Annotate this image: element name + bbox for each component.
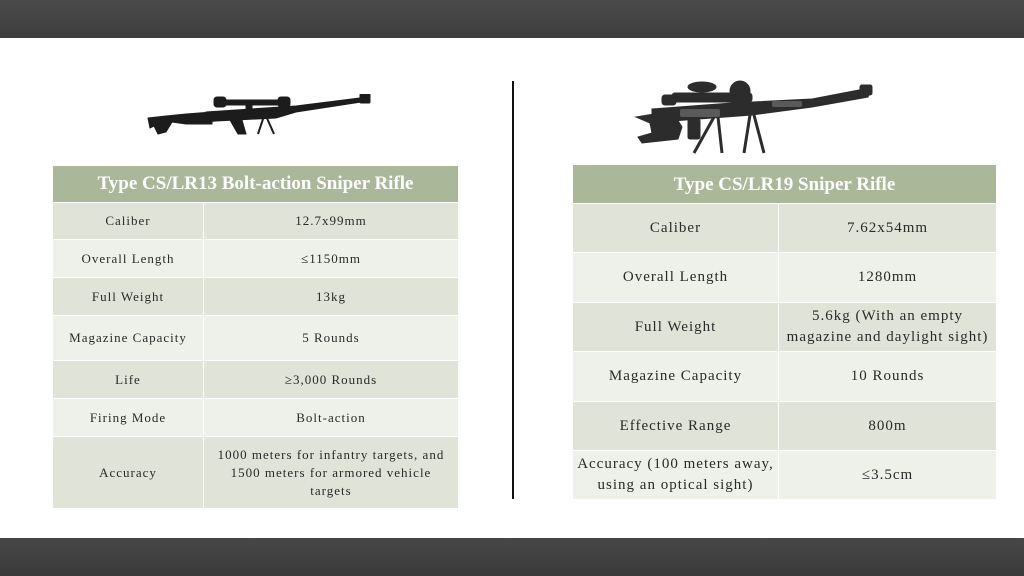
spec-label: Overall Length	[573, 253, 779, 303]
cs-lr13-rifle-image	[146, 94, 374, 140]
spec-label: Magazine Capacity	[53, 316, 204, 361]
spec-value: ≤1150mm	[204, 240, 459, 278]
spec-value: 1280mm	[779, 253, 997, 303]
table-title: Type CS/LR13 Bolt-action Sniper Rifle	[53, 166, 459, 203]
table-row	[53, 437, 459, 509]
spec-label: Magazine Capacity	[573, 352, 779, 402]
spec-label: Caliber	[573, 204, 779, 253]
spec-label: Overall Length	[53, 240, 204, 278]
spec-value: 5 Rounds	[204, 316, 459, 361]
spec-label: Full Weight	[573, 303, 779, 352]
cs-lr19-spec-table	[572, 164, 997, 500]
table-row	[573, 402, 997, 451]
table-row	[53, 203, 459, 240]
spec-value: Bolt-action	[204, 399, 459, 437]
table-row	[573, 253, 997, 303]
table-row	[573, 303, 997, 352]
cs-lr13-spec-table	[52, 165, 459, 509]
spec-label: Life	[53, 361, 204, 399]
spec-value: 800m	[779, 402, 997, 451]
spec-label: Accuracy	[53, 437, 204, 509]
bottom-banner	[0, 538, 1024, 576]
table-row	[53, 316, 459, 361]
table-row	[53, 361, 459, 399]
spec-value: 13kg	[204, 278, 459, 316]
spec-label: Caliber	[53, 203, 204, 240]
spec-value: 7.62x54mm	[779, 204, 997, 253]
spec-value: 10 Rounds	[779, 352, 997, 402]
table-title: Type CS/LR19 Sniper Rifle	[573, 165, 997, 204]
spec-label: Firing Mode	[53, 399, 204, 437]
spec-value: 5.6kg (With an empty magazine and daylight sight)	[779, 303, 997, 352]
table-row	[573, 352, 997, 402]
table-row	[573, 204, 997, 253]
spec-value: ≤3.5cm	[779, 451, 997, 500]
spec-label: Accuracy (100 meters away, using an optical sight)	[573, 451, 779, 500]
spec-label: Full Weight	[53, 278, 204, 316]
cs-lr19-rifle-image	[632, 79, 876, 159]
spec-value: 1000 meters for infantry targets, and 1500 meters for armored vehicle targets	[204, 437, 459, 509]
spec-label: Effective Range	[573, 402, 779, 451]
spec-value: ≥3,000 Rounds	[204, 361, 459, 399]
top-banner	[0, 0, 1024, 38]
table-row	[53, 240, 459, 278]
table-row	[53, 399, 459, 437]
table-row	[573, 451, 997, 500]
spec-value: 12.7x99mm	[204, 203, 459, 240]
column-divider	[512, 81, 514, 499]
table-row	[53, 278, 459, 316]
